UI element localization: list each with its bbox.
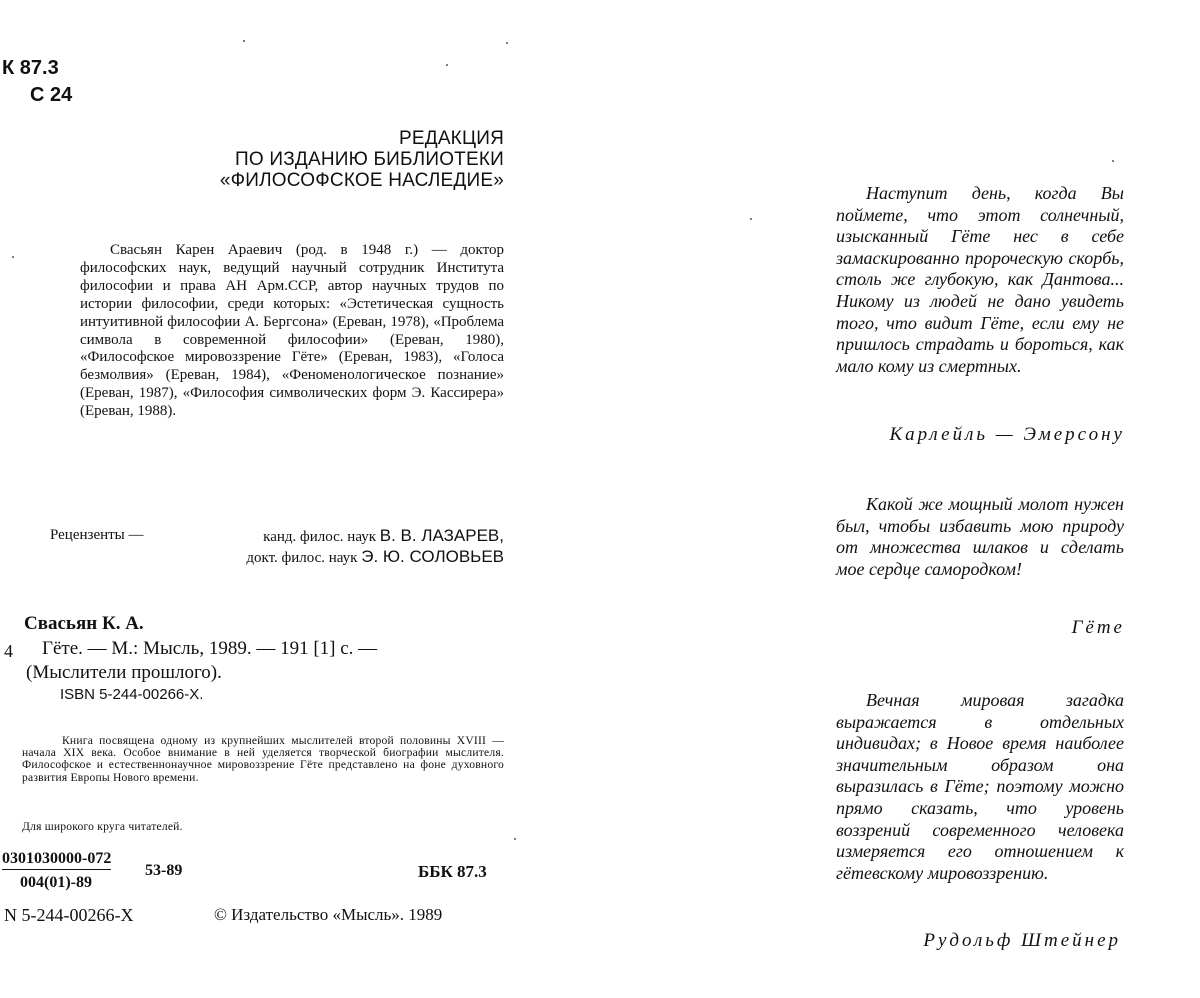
udk-index [2, 55, 72, 109]
scan-speck [243, 40, 245, 42]
epigraph-author: Гёте [1071, 617, 1125, 638]
reviewer-degree: докт. филос. наук [246, 550, 358, 566]
udk-line: К 87.3 [2, 57, 59, 79]
classification-code-numerator: 0301030000-072 [2, 850, 111, 870]
catalog-title-line: Гёте. — М.: Мысль, 1989. — 191 [1] с. — [42, 638, 378, 659]
epigraph-author: Рудольф Штейнер [923, 930, 1121, 951]
scan-speck [514, 838, 516, 840]
catalog-author: Свасьян К. А. [24, 613, 144, 634]
classification-code-tail: 53-89 [145, 862, 183, 879]
catalog-series: (Мыслители прошлого). [26, 662, 222, 683]
epigraph-text: Наступит день, когда Вы поймете, что этот солнечный, изысканный Гёте нес в себе замаскированно пророческую скорбь, столь же глубокую, как Дантова... Никому из людей не дано увидеть того, что видит Гёте, если ему не пришлось страдать и бороться, как мало кому из смертных. [836, 183, 1124, 376]
reviewer-name: В. В. ЛАЗАРЕВ, [379, 526, 504, 545]
reviewers-label: Рецензенты — [50, 527, 144, 543]
scan-speck [1112, 160, 1114, 162]
scan-speck [750, 218, 752, 220]
editorial-line: РЕДАКЦИЯ [399, 128, 504, 149]
reviewer-line-1 [50, 526, 504, 547]
author-biography: Свасьян Карен Араевич (род. в 1948 г.) — доктор философских наук, ведущий научный сотрудник Института философии и права АН Арм.ССР, автор научных трудов по истории философии, среди которых: «Эстетическая сущность интуитивной философии А. Бергсона» (Ереван, 1978), «Проблема символа в современной философии» (Ереван, 1980), «Философское мировоззрение Гёте» (Ереван, 1983), «Голоса безмолвия» (Ереван, 1984), «Феноменологическое познание» (Ереван, 1987), «Философия символических форм Э. Кассирера» (Ереван, 1988). [80, 242, 504, 420]
book-annotation: Книга посвящена одному из крупнейших мыслителей второй половины XVIII — начала XIX века. Особое внимание в ней уделяется творческой биографии мыслителя. Философское и естественнонаучное мировоззрение Гёте представлено на фоне духовного развития Европы Нового времени. [22, 734, 504, 784]
author-mark-line: С 24 [30, 84, 73, 106]
classification-code-denominator: 004(01)-89 [20, 874, 92, 891]
scan-speck [12, 256, 14, 258]
epigraph-author: Карлейль — Эмерсону [889, 424, 1125, 445]
bbk-index: ББК 87.3 [418, 862, 487, 881]
catalog-margin-number: 4 [4, 641, 13, 661]
catalog-isbn: ISBN 5-244-00266-Х. [60, 686, 204, 703]
editorial-board-heading [150, 128, 504, 191]
editorial-line: ПО ИЗДАНИЮ БИБЛИОТЕКИ [235, 149, 504, 170]
footer-isbn: N 5-244-00266-X [4, 905, 134, 925]
scan-speck [446, 64, 448, 66]
editorial-line: «ФИЛОСОФСКОЕ НАСЛЕДИЕ» [219, 170, 504, 191]
epigraph-text: Какой же мощный молот нужен был, чтобы избавить мою природу от множества шлаков и сделать мое сердце самородком! [836, 494, 1124, 579]
copyright-line: © Издательство «Мысль». 1989 [214, 905, 443, 924]
epigraph-text: Вечная мировая загадка выражается в отдельных индивидах; в Новое время наиболее значительным образом она выразилась в Гёте; поэтому можно прямо сказать, что уровень воззрений современного человека измеряется его отношением к гётевскому мировоззрению. [836, 690, 1124, 883]
reviewers-block [50, 526, 504, 568]
audience-note: Для широкого круга читателей. [22, 820, 183, 833]
reviewer-name: Э. Ю. СОЛОВЬЕВ [361, 547, 504, 566]
reviewer-line-2 [50, 547, 504, 568]
reviewer-degree: канд. филос. наук [263, 529, 377, 545]
scan-speck [506, 42, 508, 44]
